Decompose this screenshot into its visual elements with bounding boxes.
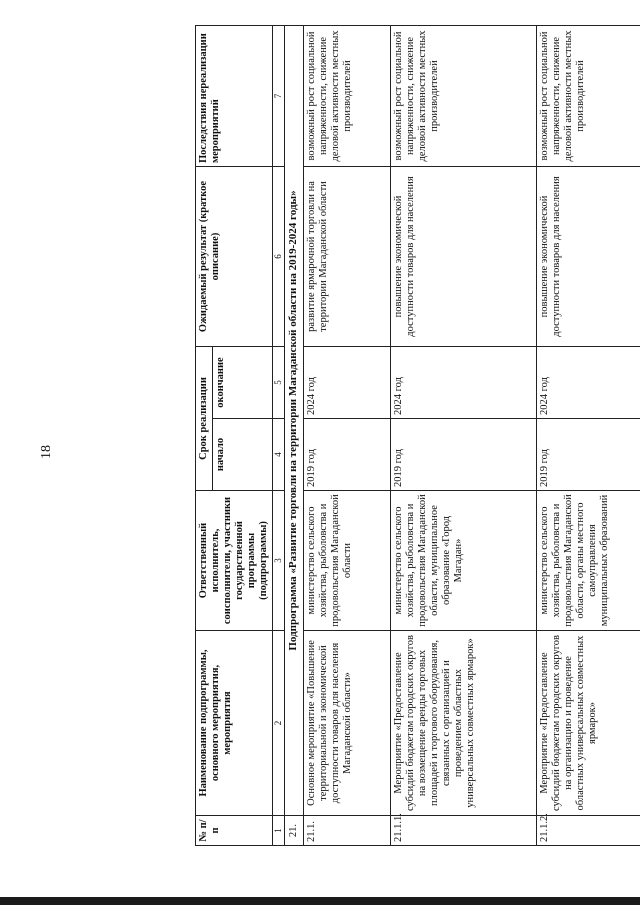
row-result: развитие ярмарочной торговли на территории Магаданской области bbox=[303, 167, 390, 347]
program-table bbox=[195, 25, 640, 846]
rotated-table-container bbox=[195, 26, 620, 846]
row-result: повышение экономической доступности товаров для населения bbox=[536, 167, 640, 347]
col-number: 4 bbox=[273, 419, 284, 491]
col-number: 6 bbox=[273, 167, 284, 347]
col-number: 7 bbox=[273, 26, 284, 167]
row-start: 2019 год bbox=[536, 419, 640, 491]
table-row bbox=[390, 26, 536, 846]
subprogram-row bbox=[284, 26, 303, 846]
row-responsible: министерство сельского хозяйства, рыболовства и продовольствия Магаданской области, муниципальное образование «Город Магадан» bbox=[390, 491, 536, 631]
header-end: окончание bbox=[213, 347, 273, 419]
row-consequences: возможный рост социальной напряженности, снижение деловой активности местных производителей bbox=[390, 26, 536, 167]
col-number: 1 bbox=[273, 816, 284, 846]
col-number: 2 bbox=[273, 631, 284, 816]
subprogram-num: 21. bbox=[284, 816, 303, 846]
table-row bbox=[536, 26, 640, 846]
row-num: 21.1.1. bbox=[390, 816, 536, 846]
scan-edge-strip bbox=[0, 897, 640, 905]
row-num: 21.1.2. bbox=[536, 816, 640, 846]
row-name: Основное мероприятие «Повышение территориальной и экономической доступности товаров для населения Магаданской области» bbox=[303, 631, 390, 816]
row-name: Мероприятие «Предоставление субсидий бюджетам городских округов на возмещение аренды торговых площадей и торгового оборудования, связанных с организацией и проведением областных универсальных совместных ярмарок» bbox=[390, 631, 536, 816]
row-end: 2024 год bbox=[536, 347, 640, 419]
row-result: повышение экономической доступности товаров для населения bbox=[390, 167, 536, 347]
row-responsible: министерство сельского хозяйства, рыболовства и продовольствия Магаданской области, органы местного самоуправления муниципальных образований bbox=[536, 491, 640, 631]
row-num: 21.1. bbox=[303, 816, 390, 846]
row-consequences: возможный рост социальной напряженности, снижение деловой активности местных производителей bbox=[303, 26, 390, 167]
header-term: Срок реализации bbox=[196, 347, 213, 491]
header-row bbox=[196, 26, 213, 846]
subprogram-title: Подпрограмма «Развитие торговли на территории Магаданской области на 2019-2024 годы» bbox=[284, 26, 303, 816]
row-consequences: возможный рост социальной напряженности, снижение деловой активности местных производителей bbox=[536, 26, 640, 167]
header-num: № п/п bbox=[196, 816, 273, 846]
header-start: начало bbox=[213, 419, 273, 491]
col-number: 3 bbox=[273, 491, 284, 631]
row-end: 2024 год bbox=[390, 347, 536, 419]
col-number: 5 bbox=[273, 347, 284, 419]
table-row bbox=[303, 26, 390, 846]
header-responsible: Ответственный исполнитель, соисполнители, участники государственной программы (подпрограммы) bbox=[196, 491, 273, 631]
row-name: Мероприятие «Предоставление субсидий бюджетам городских округов на организацию и проведение областных универсальных совместных ярмарок» bbox=[536, 631, 640, 816]
header-name: Наименование подпрограммы, основного мероприятия, мероприятия bbox=[196, 631, 273, 816]
header-result: Ожидаемый результат (краткое описание) bbox=[196, 167, 273, 347]
header-consequences: Последствия нереализации мероприятий bbox=[196, 26, 273, 167]
row-end: 2024 год bbox=[303, 347, 390, 419]
row-start: 2019 год bbox=[303, 419, 390, 491]
column-number-row bbox=[273, 26, 284, 846]
page-number: 18 bbox=[39, 445, 54, 459]
row-responsible: министерство сельского хозяйства, рыболовства и продовольствия Магаданской области bbox=[303, 491, 390, 631]
row-start: 2019 год bbox=[390, 419, 536, 491]
